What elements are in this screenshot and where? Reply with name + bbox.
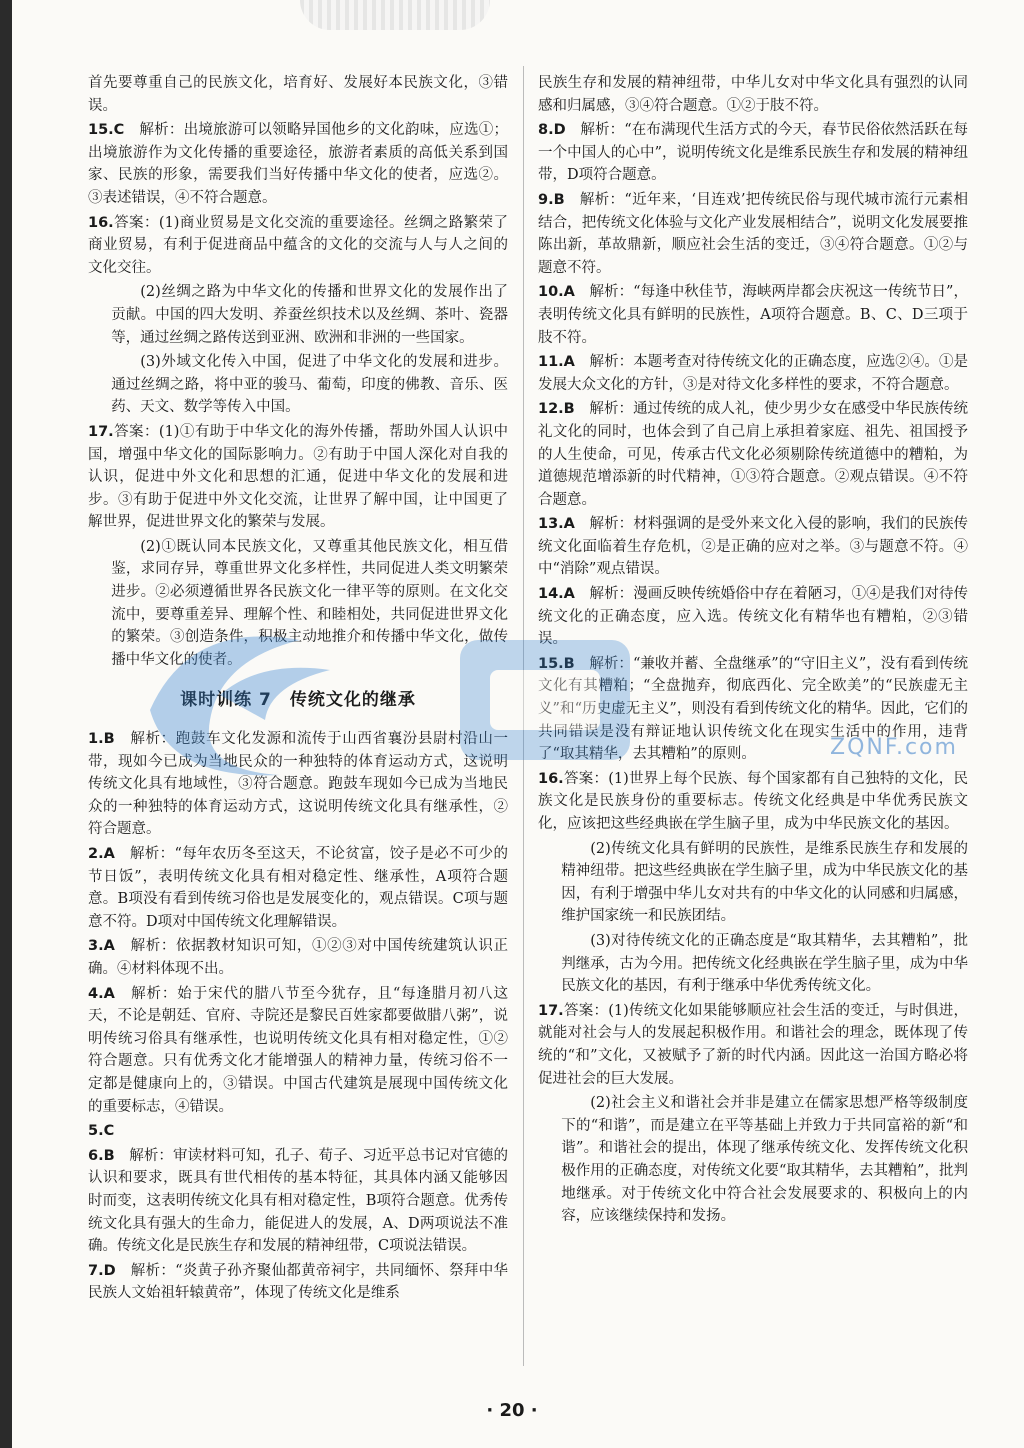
question-15b: 15.B 解析：“兼收并蓄、全盘继承”的“守旧主义”，没有看到传统文化有其糟粕；“全盘抛弃，彻底西化、完全欧美”的“民族虚无主义”和“历史虚无主义”，则没有看到传统文化的精华。因此，它们的共同错误是没有辩证地认识传统文化在现实生活中的作用，违背了“取其精华，去其糟粕”的原则。 — [538, 655, 968, 763]
q16-part2: (2)丝绸之路为中华文化的传播和世界文化的发展作出了贡献。中国的四大发明、养蚕丝织技术以及丝绸、茶叶、瓷器等，通过丝绸之路传送到亚洲、欧洲和非洲的一些国家。 — [111, 284, 508, 346]
question-12: 12.B 解析：通过传统的成人礼，使少男少女在感受中华民族传统礼文化的同时，也体会到了自己肩上承担着家庭、祖先、祖国授予的人生使命，可见，传承古代文化必须剔除传统道德中的糟粕，为道德规范增添新的时代精神，①③符合题意。②观点错误。④不符合题意。 — [538, 401, 969, 508]
question-15: 15.C 解析：出境旅游可以领略异国他乡的文化韵味，应选①；出境旅游作为文化传播的重要途径，旅游者素质的高低关系到国家、民族的形象，需要我们当好传播中华文化的使者，应选②。③表述错误，④不符合题意。 — [88, 122, 509, 206]
header-decoration — [300, 0, 490, 30]
question-16b: 16.答案：(1)世界上每个民族、每个国家都有自己独特的文化，民族文化是民族身份的重要标志。传统文化经典是中华优秀民族文化，应该把这些经典嵌在学生脑子里，成为中华民族文化的基因。 — [538, 770, 968, 832]
question-17b: 17.答案：(1)传统文化如果能够顺应社会生活的变迁，与时俱进，就能对社会与人的发展起积极作用。和谐社会的理念，既体现了传统的“和”文化，又被赋予了新的时代内涵。因此这一治国方略必将促进社会的巨大发展。 — [538, 1002, 968, 1087]
question-6: 6.B 解析：审读材料可知，孔子、荀子、习近平总书记对官德的认识和要求，既具有世代相传的基本特征，其具体内涵又能够因时而变，这表明传统文化具有相对稳定性，B项符合题意。优秀传统文化具有强大的生命力，能促进人的发展，A、D两项说法不准确。传统文化是民族生存和发展的精神纽带，C项说法错误。 — [88, 1147, 509, 1255]
question-4: 4.A 解析：始于宋代的腊八节至今犹存，且“每逢腊月初八这天，不论是朝廷、官府、寺院还是黎民百姓家都要做腊八粥”，说明传统习俗具有继承性，也说明传统文化具有相对稳定性，①②符合题意。只有优秀文化才能增强人的精神力量，传统习俗不一定都是健康向上的，③错误。中国古代建筑是展现中国传统文化的重要标志，④错误。 — [88, 985, 508, 1115]
q16b-part3: (3)对待传统文化的正确态度是“取其精华，去其糟粕”，批判继承，古为今用。把传统文化经典嵌在学生脑子里，成为中华民族文化的基因，有利于继承中华优秀传统文化。 — [561, 932, 968, 995]
right-column — [538, 72, 968, 1230]
question-11: 11.A 解析：本题考查对待传统文化的正确态度，应选②④。①是发展大众文化的方针，③是对待文化多样性的要求，不符合题意。 — [538, 354, 969, 393]
question-17: 17.答案：(1)①有助于中华文化的海外传播，帮助外国人认识中国，增强中华文化的国际影响力。②有助于中国人深化对自我的认识，促进中外文化和思想的汇通，促进中华文化的发展和进步。③有助于促进中外文化交流，让世界了解中国，让中国更了解世界，促进世界文化的繁荣与发展。 — [88, 423, 508, 531]
left-column — [88, 72, 508, 1307]
section-title: 课时训练 7 传统文化的继承 — [180, 690, 416, 711]
watermark-text: ZQNF.com — [830, 735, 958, 760]
question-14: 14.A 解析：漫画反映传统婚俗中存在着陋习，①④是我们对待传统文化的正确态度，应入选。传统文化有精华也有糟粕，②③错误。 — [538, 586, 969, 648]
question-1: 1.B 解析：跑鼓车文化发源和流传于山西省襄汾县尉村沿山一带，现如今已成为当地民众的一种独特的体育运动方式，这说明传统文化具有地域性，③符合题意。跑鼓车现如今已成为当地民众的一种独特的体育运动方式，这说明传统文化具有继承性，②符合题意。 — [88, 731, 509, 838]
question-8: 8.D 解析：“在布满现代生活方式的今天，春节民俗依然活跃在每一个中国人的心中”，说明传统文化是维系民族生存和发展的精神纽带，D项符合题意。 — [538, 122, 968, 184]
q16b-part2: (2)传统文化具有鲜明的民族性，是维系民族生存和发展的精神纽带。把这些经典嵌在学生脑子里，成为中华民族文化的基因，有利于增强中华儿女对共有的中华文化的认同感和归属感，维护国家统一和民族团结。 — [561, 840, 968, 925]
question-7: 7.D 解析：“炎黄子孙齐聚仙都黄帝祠宇，共同缅怀、祭拜中华民族人文始祖轩辕黄帝”，体现了传统文化是维系 — [88, 1262, 508, 1302]
q17-part2: (2)①既认同本民族文化，又尊重其他民族文化，相互借鉴，求同存异，尊重世界文化多样性，共同促进人类文明繁荣进步。②必须遵循世界各民族文化一律平等的原则。在文化交流中，要尊重差异、理解个性、和睦相处，共同促进世界文化的繁荣。③创造条件，积极主动地推介和传播中华文化，做传播中华文化的使者。 — [111, 538, 508, 668]
question-3: 3.A 解析：依据教材知识可知，①②③对中国传统建筑认识正确。④材料体现不出。 — [88, 938, 509, 977]
question-16: 16.答案：(1)商业贸易是文化交流的重要途径。丝绸之路繁荣了商业贸易，有利于促进商品中蕴含的文化的交流与人与人之间的文化交往。 — [88, 214, 508, 276]
column-divider — [523, 66, 524, 1366]
q7-continued: 民族生存和发展的精神纽带，中华儿女对中华文化具有强烈的认同感和归属感，③④符合题意。①②于肢不符。 — [538, 75, 968, 114]
question-9: 9.B 解析：“近年来，‘目连戏’把传统民俗与现代城市流行元素相结合，把传统文化体验与文化产业发展相结合”，说明文化发展要推陈出新，革故鼎新，顺应社会生活的变迁，③④符合题意。①②与题意不符。 — [538, 191, 968, 276]
question-10: 10.A 解析：“每逢中秋佳节，海峡两岸都会庆祝这一传统节日”，表明传统文化具有鲜明的民族性，A项符合题意。B、C、D三项于肢不符。 — [538, 284, 968, 346]
question-5: 5.C — [88, 1123, 115, 1140]
q16-part3: (3)外域文化传入中国，促进了中华文化的发展和进步。通过丝绸之路，将中亚的骏马、葡萄，印度的佛教、音乐、医药、天文、数学等传入中国。 — [111, 354, 508, 416]
intro-text: 首先要尊重自己的民族文化，培育好、发展好本民族文化，③错误。 — [88, 75, 508, 114]
page-number: · 20 · — [486, 1400, 538, 1421]
scan-edge — [0, 0, 12, 1448]
question-2: 2.A 解析：“每年农历冬至这天，不论贫富，饺子是必不可少的节日饭”，表明传统文化具有相对稳定性、继承性，A项符合题意。B项没有看到传统习俗也是发展变化的，观点错误。C项与题意不符。D项对中国传统文化理解错误。 — [88, 846, 508, 930]
q17b-part2: (2)社会主义和谐社会并非是建立在儒家思想严格等级制度下的“和谐”，而是建立在平等基础上并致力于共同富裕的新“和谐”。和谐社会的提出，体现了继承传统文化、发挥传统文化积极作用的正确态度，对传统文化要“取其精华，去其糟粕”，批判地继承。对于传统文化中符合社会发展要求的、积极向上的内容，应该继续保持和发扬。 — [561, 1095, 968, 1225]
question-13: 13.A 解析：材料强调的是受外来文化入侵的影响，我们的民族传统文化面临着生存危机，②是正确的应对之举。③与题意不符。④中“消除”观点错误。 — [538, 516, 969, 578]
